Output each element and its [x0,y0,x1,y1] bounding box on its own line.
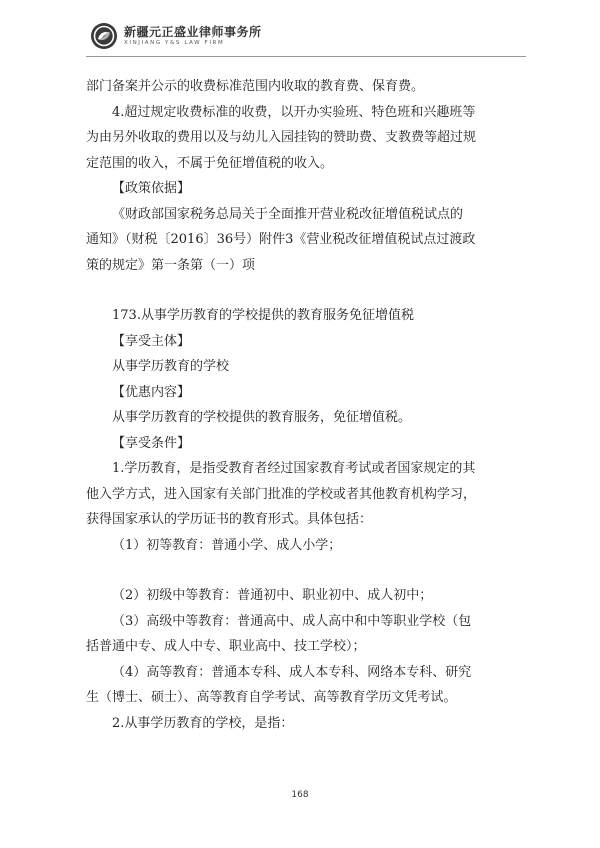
paragraph-line: 括普通中专、成人中专、职业高中、技工学校）； [86,639,366,654]
firm-logo-icon [90,22,118,50]
paragraph-line: （1）初等教育：普通小学、成人小学； [112,537,342,553]
paragraph-line: 1.学历教育，是指受教育者经过国家教育考试或者国家规定的其 [112,461,476,476]
paragraph-line: 生（博士、硕士）、高等教育自学考试、高等教育学历文凭考试。 [86,690,457,705]
paragraph-line: 2.从事学历教育的学校，是指： [112,715,294,731]
paragraph-line: 通知》（财税〔2016〕36号）附件3《营业税改征增值税试点过渡政 [86,232,476,247]
document-body [86,74,516,736]
section-heading-conditions: 【享受条件】 [112,435,191,451]
paragraph-line: 定范围的收入，不属于免征增值税的收入。 [86,155,334,171]
paragraph-line: 从事学历教育的学校 [112,359,230,374]
paragraph-line: 《财政部国家税务总局关于全面推开营业税改征增值税试点的 [112,206,464,222]
paragraph-line: 从事学历教育的学校提供的教育服务，免征增值税。 [112,410,412,425]
firm-name-cn: 新疆元正盛业律师事务所 [124,25,262,39]
header-divider [86,56,526,57]
firm-name-en: XINJIANG Y&S LAW FIRM [124,40,225,46]
paragraph-line: 为由另外收取的费用以及与幼儿入园挂钩的赞助费、支教费等超过规 [86,130,477,145]
paragraph-line: 获得国家承认的学历证书的教育形式。具体包括： [86,512,373,527]
paragraph-line: 策的规定》第一条第（一）项 [86,257,256,273]
page-number: 168 [291,790,309,800]
paragraph-gap [86,558,516,583]
page-header [86,16,526,56]
paragraph-line: （4）高等教育：普通本专科、成人本专科、网络本专科、研究 [112,664,472,680]
section-heading-benefit: 【优惠内容】 [112,384,191,400]
paragraph-gap [86,278,516,303]
paragraph-line: 部门备案并公示的收费标准范围内收取的教育费、保育费。 [86,79,425,94]
paragraph-line: 他入学方式，进入国家有关部门批准的学校或者其他教育机构学习， [86,486,477,502]
section-heading-policy-basis: 【政策依据】 [112,181,191,196]
paragraph-line: （2）初级中等教育：普通初中、职业初中、成人初中； [112,588,433,603]
paragraph-line: （3）高级中等教育：普通高中、成人高中和中等职业学校（包 [112,613,472,629]
section-heading-beneficiary: 【享受主体】 [112,333,191,349]
paragraph-line: 4.超过规定收费标准的收费，以开办实验班、特色班和兴趣班等 [112,104,476,120]
item-title: 173.从事学历教育的学校提供的教育服务免征增值税 [112,308,414,323]
